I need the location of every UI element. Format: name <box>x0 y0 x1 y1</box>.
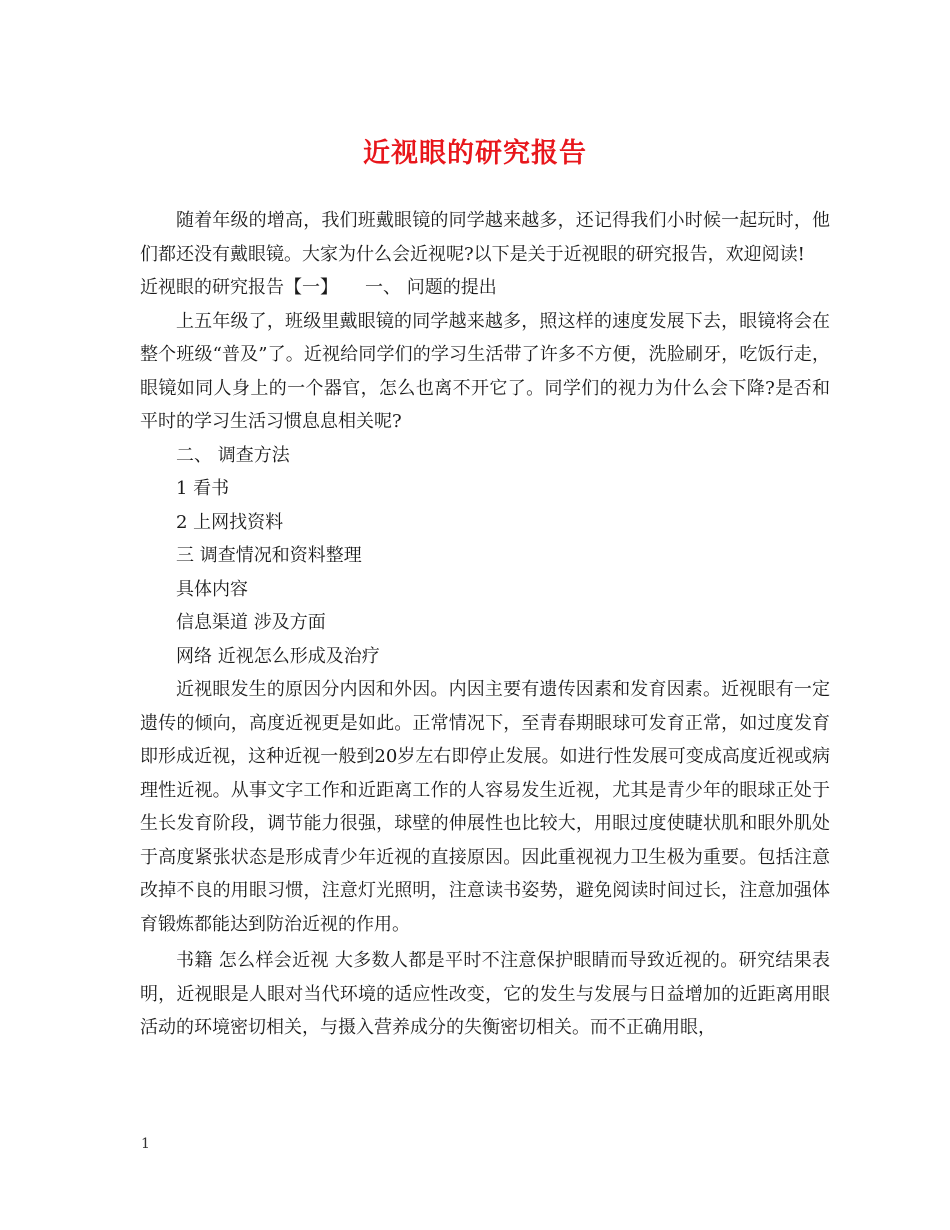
books-paragraph: 书籍 怎么样会近视 大多数人都是平时不注意保护眼睛而导致近视的。研究结果表明，近视眼是人眼对当代环境的适应性改变，它的发生与发展与日益增加的近距离用眼活动的环境密切相关，与摄入营养成分的失衡密切相关。而不正确用眼， <box>140 950 830 1038</box>
section-heading-report-one: 近视眼的研究报告【一】 一、 问题的提出 <box>140 277 497 298</box>
document-body <box>140 204 830 1045</box>
problem-paragraph: 上五年级了，班级里戴眼镜的同学越来越多，照这样的速度发展下去，眼镜将会在整个班级“普及”了。近视给同学们的学习生活带了许多不方便，洗脸刷牙，吃饭行走，眼镜如同人身上的一个器官，怎么也离不开它了。同学们的视力为什么会下降?是否和平时的学习生活习惯息息相关呢? <box>140 310 830 432</box>
method-item-books: 1 看书 <box>176 478 230 499</box>
method-item-internet: 2 上网找资料 <box>176 511 284 533</box>
page-number: 1 <box>141 1136 150 1152</box>
section-heading-methods: 二、 调查方法 <box>176 444 290 466</box>
document-title: 近视眼的研究报告 <box>363 138 587 169</box>
table-header-content: 具体内容 <box>176 578 248 600</box>
table-row-network: 网络 近视怎么形成及治疗 <box>176 645 380 667</box>
section-heading-findings: 三 调查情况和资料整理 <box>176 545 362 566</box>
causes-paragraph: 近视眼发生的原因分内因和外因。内因主要有遗传因素和发育因素。近视眼有一定遗传的倾向，高度近视更是如此。正常情况下，至青春期眼球可发育正常，如过度发育即形成近视，这种近视一般到20岁左右即停止发展。如进行性发展可变成高度近视或病理性近视。从事文字工作和近距离工作的人容易发生近视，尤其是青少年的眼球正处于生长发育阶段，调节能力很强，球壁的伸展性也比较大，用眼过度使睫状肌和眼外肌处于高度紧张状态是形成青少年近视的直接原因。因此重视视力卫生极为重要。包括注意改掉不良的用眼习惯，注意灯光照明，注意读书姿势，避免阅读时间过长，注意加强体育锻炼都能达到防治近视的作用。 <box>140 679 830 935</box>
intro-paragraph: 随着年级的增高，我们班戴眼镜的同学越来越多，还记得我们小时候一起玩时，他们都还没有戴眼镜。大家为什么会近视呢?以下是关于近视眼的研究报告，欢迎阅读! <box>140 210 830 265</box>
table-header-channels: 信息渠道 涉及方面 <box>176 612 326 633</box>
